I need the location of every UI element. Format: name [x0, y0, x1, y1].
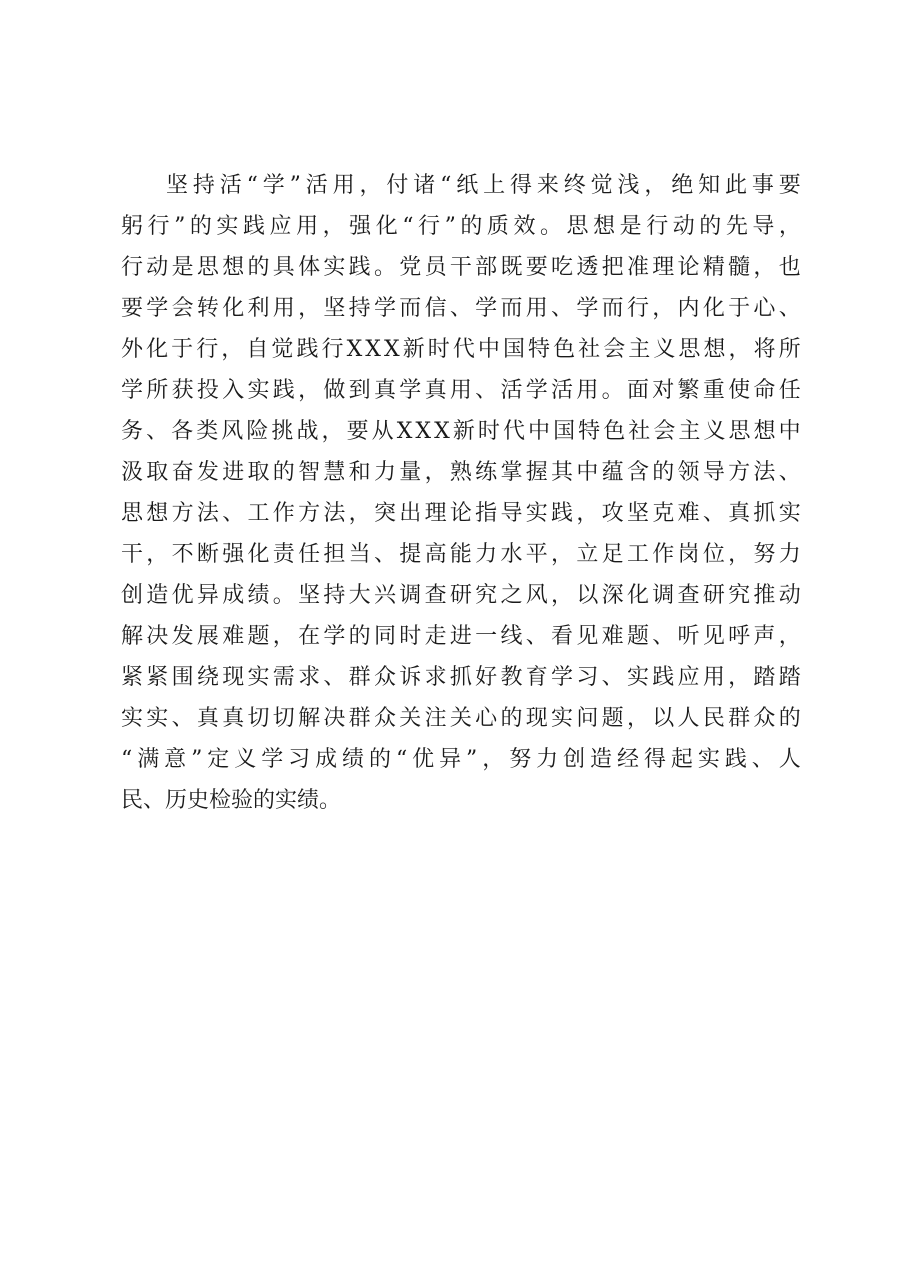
- paragraph-line: 民、历史检验的实绩。: [121, 788, 342, 813]
- body-paragraph: [121, 165, 801, 821]
- paragraph-line: “ 满 意 ” 定 义 学 习 成 绩 的 “ 优 异 ” ， 努 力 创 造 经 得 起 实 践 、 人: [121, 747, 801, 772]
- paragraph-line: 创 造 优 异 成 绩 。 坚 持 大 兴 调 查 研 究 之 风 ， 以 深 化 调 查 研 究 推 动: [121, 583, 801, 608]
- paragraph-line: 务 、 各 类 风 险 挑 战 ， 要 从 X X X 新 时 代 中 国 特 色 社 会 主 义 思 想 中: [121, 419, 801, 444]
- paragraph-line: 行 动 是 思 想 的 具 体 实 践 。 党 员 干 部 既 要 吃 透 把 准 理 论 精 髓 ， 也: [121, 255, 801, 280]
- paragraph-line: 解 决 发 展 难 题 ， 在 学 的 同 时 走 进 一 线 、 看 见 难 题 、 听 见 呼 声 ，: [121, 624, 801, 649]
- paragraph-line: 紧 紧 围 绕 现 实 需 求 、 群 众 诉 求 抓 好 教 育 学 习 、 实 践 应 用 ， 踏 踏: [121, 665, 801, 690]
- paragraph-line: 实 实 、 真 真 切 切 解 决 群 众 关 注 关 心 的 现 实 问 题 ， 以 人 民 群 众 的: [121, 706, 801, 731]
- paragraph-line: 思 想 方 法 、 工 作 方 法 ， 突 出 理 论 指 导 实 践 ， 攻 坚 克 难 、 真 抓 实: [121, 501, 801, 526]
- paragraph-line: 学 所 获 投 入 实 践 ， 做 到 真 学 真 用 、 活 学 活 用 。 面 对 繁 重 使 命 任: [121, 378, 801, 403]
- paragraph-line: 干 ， 不 断 强 化 责 任 担 当 、 提 高 能 力 水 平 ， 立 足 工 作 岗 位 ， 努 力: [121, 542, 801, 567]
- paragraph-line: 躬 行 ” 的 实 践 应 用 ， 强 化 “ 行 ” 的 质 效 。 思 想 是 行 动 的 先 导 ，: [121, 214, 801, 239]
- paragraph-line: 汲 取 奋 发 进 取 的 智 慧 和 力 量 ， 熟 练 掌 握 其 中 蕴 含 的 领 导 方 法 、: [121, 460, 801, 485]
- paragraph-line: 要 学 会 转 化 利 用 ， 坚 持 学 而 信 、 学 而 用 、 学 而 行 ， 内 化 于 心 、: [121, 296, 801, 321]
- paragraph-line: 外 化 于 行 ， 自 觉 践 行 X X X 新 时 代 中 国 特 色 社 会 主 义 思 想 ， 将 所: [121, 337, 801, 362]
- paragraph-line: 坚 持 活 “ 学 ” 活 用 ， 付 诸 “ 纸 上 得 来 终 觉 浅 ， 绝 知 此 事 要: [166, 173, 801, 198]
